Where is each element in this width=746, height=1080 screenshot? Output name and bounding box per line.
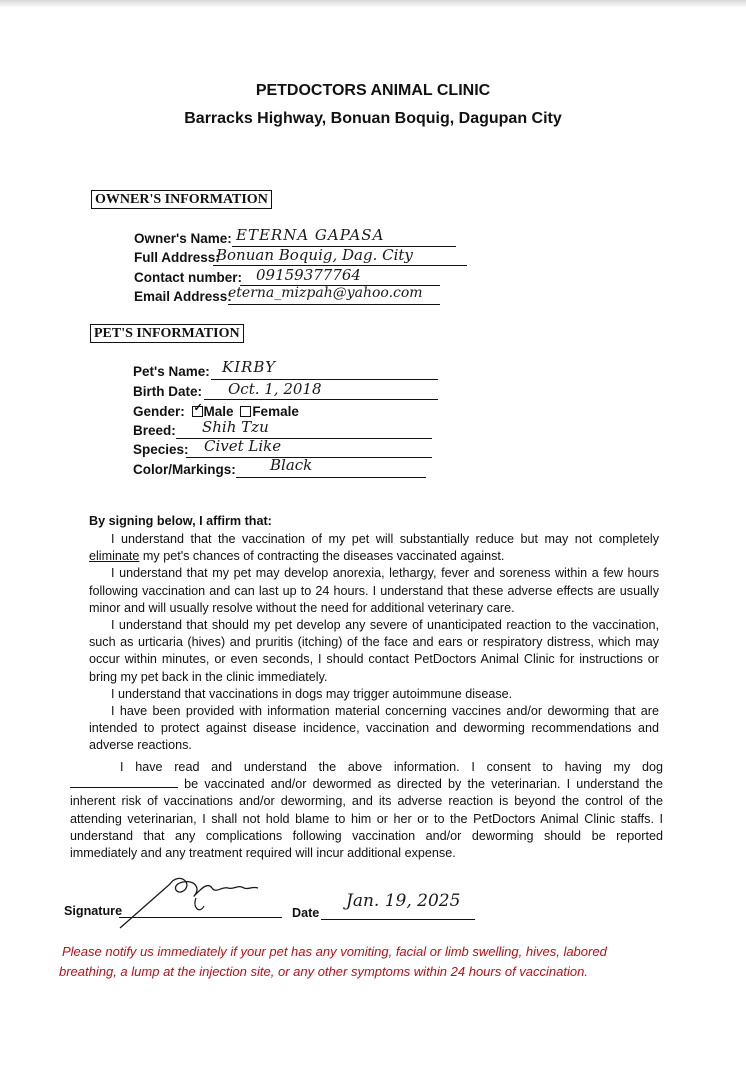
species-value[interactable]: Civet Like [204, 437, 282, 455]
owner-section-title: OWNER'S INFORMATION [91, 190, 272, 209]
color-value[interactable]: Black [270, 456, 313, 474]
owner-name-label: Owner's Name: [134, 231, 232, 246]
pet-name-value[interactable]: KIRBY [222, 358, 277, 376]
contact-value[interactable]: 09159377764 [256, 266, 361, 284]
scan-edge [0, 0, 746, 8]
check-mark-icon: ✓ [193, 402, 203, 414]
female-option-label: Female [252, 404, 299, 419]
email-value[interactable]: eterna_mizpah@yahoo.com [228, 285, 423, 301]
notice-line-2: breathing, a lump at the injection site, or any other symptoms within 24 hours of vaccination. [59, 964, 588, 979]
gender-label: Gender: [133, 404, 185, 419]
affirm-p1: I understand that the vaccination of my pet will substantially reduce but may not completely eliminate my pet's chances of contracting the diseases vaccinated against. [89, 532, 659, 564]
affirm-p3: I understand that should my pet develop any severe of unanticipated reaction to the vaccination, such as urticaria (hives) and pruritis (itching) of the face and ears or respiratory distress, which may occur within minutes, or even seconds, I should contact PetDoctors Animal Clinic for instructions or bring my pet back in the clinic immediately. [89, 618, 659, 684]
birth-date-line [204, 399, 438, 400]
clinic-address: Barracks Highway, Bonuan Boquig, Dagupan City [184, 110, 562, 127]
owner-name-value[interactable]: ETERNA GAPASA [236, 226, 385, 244]
contact-label: Contact number: [134, 270, 242, 285]
gender-row [133, 404, 299, 419]
affirm-p6: I have read and understand the above information. I consent to having my dog be vaccinated and/or dewormed as directed by the veterinarian. I understand the inherent risk of vaccinations and/or deworming, and its adverse reaction is beyond the control of the attending veterinarian, I shall not hold blame to him or her or to the PetDoctors Animal Clinic staffs. I understand that any complications following vaccination and/or deworming should be reported immediately and any treatment required will incur additional expense. [70, 760, 663, 861]
affirm-p2: I understand that my pet may develop anorexia, lethargy, fever and soreness within a few hours following vaccination and can last up to 24 hours. I understand that these adverse effects are usually minor and will usually resolve without the need for additional veterinary care. [89, 566, 659, 615]
date-line [321, 919, 475, 920]
dog-name-blank[interactable] [70, 776, 178, 788]
affirm-body-1 [89, 531, 659, 755]
color-label: Color/Markings: [133, 462, 236, 477]
color-line [236, 477, 426, 478]
pet-section-title: PET'S INFORMATION [90, 324, 244, 343]
pet-name-label: Pet's Name: [133, 364, 210, 379]
full-address-label: Full Address: [134, 250, 220, 265]
affirm-body-2 [70, 759, 663, 862]
birth-date-value[interactable]: Oct. 1, 2018 [228, 380, 322, 398]
male-option-label: Male [203, 404, 234, 419]
email-label: Email Address: [134, 289, 232, 304]
breed-value[interactable]: Shih Tzu [202, 418, 269, 436]
signature-label: Signature [64, 904, 123, 918]
breed-label: Breed: [133, 423, 176, 438]
birth-date-label: Birth Date: [133, 384, 203, 399]
female-checkbox[interactable] [240, 406, 251, 417]
notice-line-1: Please notify us immediately if your pet has any vomiting, facial or limb swelling, hives, labored [62, 944, 607, 959]
affirm-p4: I understand that vaccinations in dogs may trigger autoimmune disease. [111, 686, 513, 701]
affirm-p5: I have been provided with information material concerning vaccines and/or deworming that are intended to protect against disease incidence, vaccination and deworming recommendations and adverse reactions. [89, 704, 659, 753]
date-value[interactable]: Jan. 19, 2025 [346, 891, 461, 911]
male-checkbox[interactable] [192, 402, 203, 417]
date-label: Date [292, 906, 320, 920]
signature-scribble[interactable] [112, 868, 272, 938]
species-label: Species: [133, 442, 189, 457]
full-address-value[interactable]: Bonuan Boquig, Dag. City [216, 246, 413, 264]
affirm-title: By signing below, I affirm that: [89, 514, 272, 528]
clinic-name: PETDOCTORS ANIMAL CLINIC [255, 82, 491, 99]
email-line [228, 304, 440, 305]
